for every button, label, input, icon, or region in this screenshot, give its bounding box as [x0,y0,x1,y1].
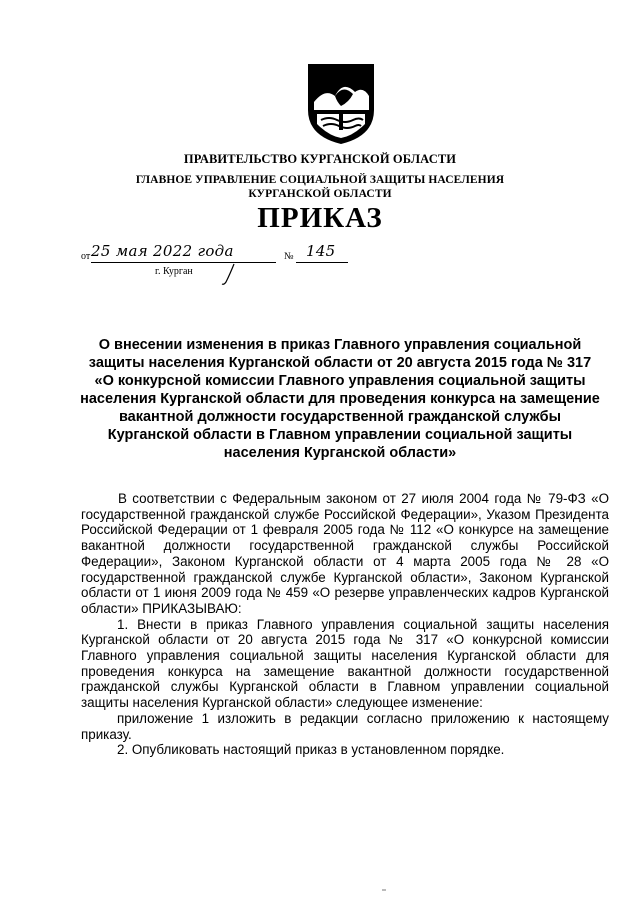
number-underline [296,262,348,263]
number-handwritten: 145 [306,242,336,260]
city: г. Курган [155,266,193,277]
document-type: ПРИКАЗ [257,202,383,234]
department-line-1: ГЛАВНОЕ УПРАВЛЕНИЕ СОЦИАЛЬНОЙ ЗАЩИТЫ НАСЕЛЕНИЯ [135,174,505,186]
document-body [81,491,609,758]
handwriting-stroke [220,262,240,286]
department-line-2: КУРГАНСКОЙ ОБЛАСТИ [248,188,392,200]
paragraph-preamble: В соответствии с Федеральным законом от 27 июля 2004 года № 79-ФЗ «О государственной гражданской службе Российской Федерации», Указом Президента Российской Федерации от 1 февраля 2005 года № 112 «О конкурсе на замещение вакантной должности государственной гражданской службы Российской Федерации», Законом Курганской области от 4 марта 2005 года № 28 «О государственной гражданской службе Курганской области», Законом Курганской области от 1 июня 2009 года № 459 «О резерве управленческих кадров Курганской области» ПРИКАЗЫВАЮ: [81,491,609,616]
date-prefix: от [81,251,91,262]
scan-smudge [382,889,386,891]
paragraph-item-1: 1. Внести в приказ Главного управления социальной защиты населения Курганской области от 20 августа 2015 года № 317 «О конкурсной комиссии Главного управления социальной защиты населения Курганской области для проведения конкурса на замещение вакантной должности государственной гражданской службы Курганской области в Главном управлении социальной защиты населения Курганской области» следующее изменение: [81,616,609,711]
government-name: ПРАВИТЕЛЬСТВО КУРГАНСКОЙ ОБЛАСТИ [183,152,457,166]
date-underline [91,262,276,263]
coat-of-arms-emblem [305,62,377,146]
paragraph-item-2: 2. Опубликовать настоящий приказ в установленном порядке. [117,742,505,758]
paragraph-item-1-change: приложение 1 изложить в редакции согласно приложению к настоящему приказу. [81,710,609,742]
document-title: О внесении изменения в приказ Главного управления социальной защиты населения Курганской области от 20 августа 2015 года № 317 «О конкурсной комиссии Главного управления социальной защиты населения Курганской области для проведения конкурса на замещение вакантной должности государственной гражданской службы Курганской области в Главном управлении социальной защиты населения Курганской области» [80,337,600,461]
number-prefix: № [284,251,294,262]
date-handwritten: 25 мая 2022 года [91,242,234,260]
department-name [0,173,640,201]
